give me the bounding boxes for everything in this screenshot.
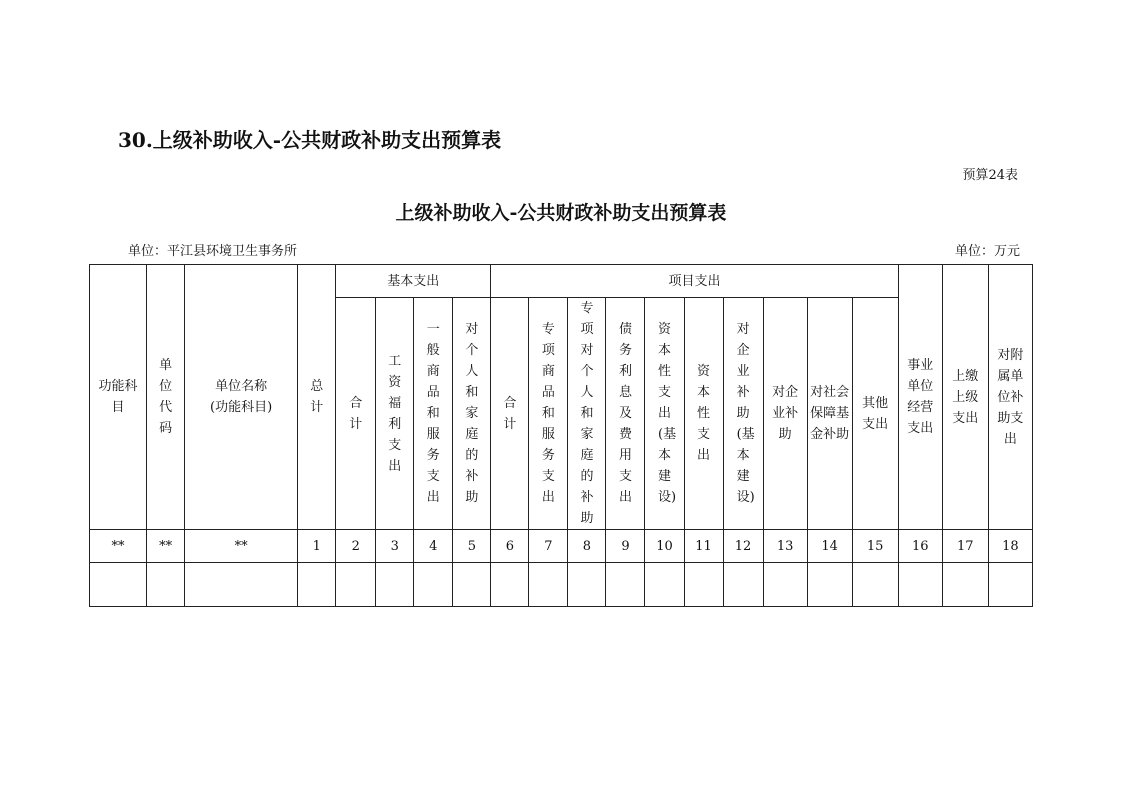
- data-cell: [529, 563, 568, 607]
- data-cell: [988, 563, 1032, 607]
- header-project-social: 对社会保障基金补助: [807, 298, 852, 530]
- index-cell: 2: [336, 530, 376, 563]
- data-cell: [90, 563, 147, 607]
- header-project-capital-build: 资本性支出(基本建设): [645, 298, 684, 530]
- index-cell: 9: [606, 530, 645, 563]
- data-cell: [568, 563, 606, 607]
- header-basic-expenditure: 基本支出: [336, 265, 491, 298]
- index-cell: 4: [414, 530, 453, 563]
- data-cell: [684, 563, 723, 607]
- header-basic-goods: 一般商品和服务支出: [414, 298, 453, 530]
- unit-currency: 单位：万元: [954, 244, 1020, 259]
- header-project-other: 其他支出: [852, 298, 898, 530]
- index-row: [90, 530, 1033, 563]
- index-cell: 18: [988, 530, 1032, 563]
- header-project-goods: 专项商品和服务支出: [529, 298, 568, 530]
- header-basic-wages: 工资福利支出: [376, 298, 414, 530]
- index-cell: 6: [491, 530, 529, 563]
- header-project-expenditure: 项目支出: [491, 265, 898, 298]
- index-cell: 17: [942, 530, 988, 563]
- data-cell: [645, 563, 684, 607]
- data-cell: [453, 563, 491, 607]
- header-unit-code: 单位代码: [147, 265, 185, 530]
- header-project-debt: 债务利息及费用支出: [606, 298, 645, 530]
- data-cell: [147, 563, 185, 607]
- data-cell: [852, 563, 898, 607]
- header-project-enterprise-build: 对企业补助(基本建设): [723, 298, 763, 530]
- data-cell: [723, 563, 763, 607]
- header-affiliated: 对附属单位补助支出: [988, 265, 1032, 530]
- index-cell: **: [185, 530, 298, 563]
- header-operating: 事业单位经营支出: [898, 265, 942, 530]
- index-cell: 10: [645, 530, 684, 563]
- data-cell: [414, 563, 453, 607]
- empty-data-row: [90, 563, 1033, 607]
- data-cell: [942, 563, 988, 607]
- index-cell: 13: [763, 530, 807, 563]
- table-title: 上级补助收入-公共财政补助支出预算表: [395, 202, 727, 224]
- data-cell: [763, 563, 807, 607]
- header-project-personal: 专项对个人和家庭的补助: [568, 298, 606, 530]
- data-cell: [491, 563, 529, 607]
- data-cell: [185, 563, 298, 607]
- header-project-enterprise: 对企业补助: [763, 298, 807, 530]
- header-upper: 上缴上级支出: [942, 265, 988, 530]
- index-cell: 5: [453, 530, 491, 563]
- header-func-subject: 功能科目: [90, 265, 147, 530]
- unit-organization: 单位：平江县环境卫生事务所: [128, 244, 298, 259]
- data-cell: [298, 563, 336, 607]
- index-cell: 8: [568, 530, 606, 563]
- table-number: 预算24表: [962, 168, 1018, 183]
- header-basic-personal: 对个人和家庭的补助: [453, 298, 491, 530]
- data-cell: [376, 563, 414, 607]
- header-unit-name: 单位名称(功能科目): [185, 265, 298, 530]
- index-cell: **: [90, 530, 147, 563]
- index-cell: 11: [684, 530, 723, 563]
- index-cell: **: [147, 530, 185, 563]
- budget-table: [89, 264, 1033, 607]
- data-cell: [336, 563, 376, 607]
- header-basic-total: 合计: [336, 298, 376, 530]
- index-cell: 1: [298, 530, 336, 563]
- index-cell: 16: [898, 530, 942, 563]
- data-cell: [898, 563, 942, 607]
- header-project-capital: 资本性支出: [684, 298, 723, 530]
- header-total: 总计: [298, 265, 336, 530]
- index-cell: 14: [807, 530, 852, 563]
- section-title: 30.上级补助收入-公共财政补助支出预算表: [118, 128, 502, 152]
- data-cell: [606, 563, 645, 607]
- data-cell: [807, 563, 852, 607]
- index-cell: 7: [529, 530, 568, 563]
- index-cell: 12: [723, 530, 763, 563]
- index-cell: 15: [852, 530, 898, 563]
- index-cell: 3: [376, 530, 414, 563]
- header-project-total: 合计: [491, 298, 529, 530]
